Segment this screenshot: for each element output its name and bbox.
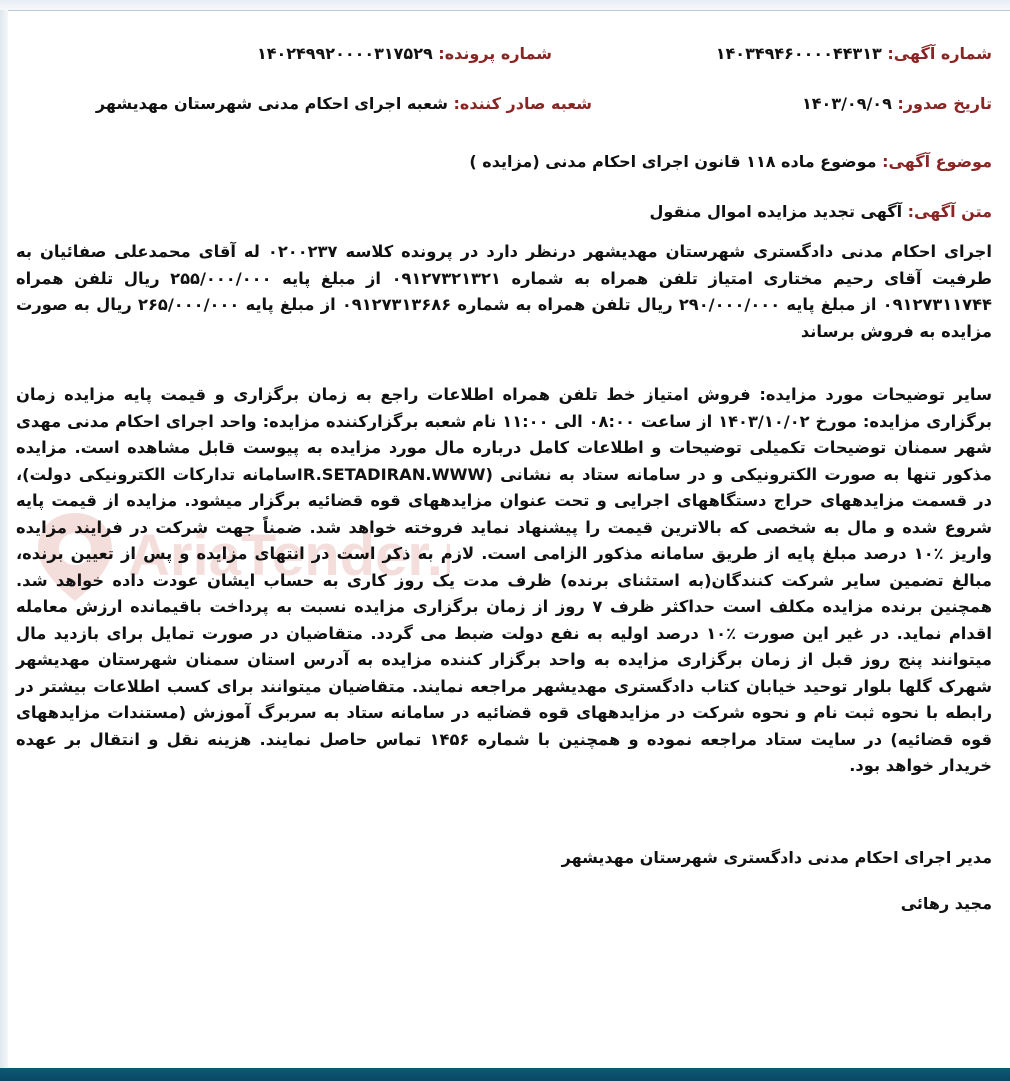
signature-name: مجید رهائی [900, 894, 992, 913]
paragraph-details: سایر توضیحات مورد مزایده: فروش امتیاز خط تلفن همراه اطلاعات راجع به زمان برگزاری و قیمت پایه مزایده زمان برگزاری مزایده: مورخ ۱۴۰۳/۱۰/۰۲ از ساعت ۰۸:۰۰ الی ۱۱:۰۰ نام شعبه برگزارکننده مزایده: واحد اجرای احکام مدنی مهدی شهر سمنان توضیحات تکمیلی توضیحات و اطلاعات کامل درباره مال مورد مزایده به پیوست قابل مشاهده است. مزایده مذکور تنها به صورت الکترونیکی و در سامانه ستاد به نشانی (IR.SETADIRAN.WWWسامانه تدارکات الکترونیکی دولت)، در قسمت مزایدههای حراج دستگاههای اجرایی و تحت عنوان مزایدههای قوه قضائیه برگزار میشود. مزایده از قیمت پایه شروع شده و مال به شخصی که بالاترین قیمت را پیشنهاد نماید فروخته خواهد شد. ضمناً جهت شرکت در فرایند مزایده واریز ٪۱۰ درصد مبلغ پایه از طریق سامانه مذکور الزامی است. لازم به ذکر است در انتهای مزایده و پس از تعیین برنده، مبالغ تضمین سایر شرکت کنندگان(به استثنای برنده) ظرف مدت یک روز کاری به حساب ایشان عودت داده خواهد شد. همچنین برنده مزایده مکلف است حداکثر ظرف ۷ روز از زمان برگزاری مزایده نسبت به پرداخت باقیمانده ارزش معامله اقدام نماید. در غیر این صورت ٪۱۰ درصد اولیه به نفع دولت ضبط می گردد. متقاضیان در صورت تمایل برای بازدید مال میتوانند پنج روز قبل از زمان برگزاری مزایده به واحد برگزار کننده مزایده به آدرس استان سمنان شهرستان مهدیشهر شهرک گلها بلوار توحید خیابان کتاب دادگستری مهدیشهر مراجعه نمایند. متقاضیان میتوانند برای کسب اطلاعات بیشتر در رابطه با نحوه ثبت نام و نحوه شرکت در مزایدههای قوه قضائیه در سامانه ستاد به سربرگ آموزش (مستندات مزایدههای قوه قضائیه) در سایت ستاد مراجعه نموده و همچنین با شماره ۱۴۵۶ تماس حاصل نمایند. هزینه نقل و انتقال بر عهده خریدار خواهد بود. [16, 385, 993, 775]
issuer-value: شعبه اجرای احکام مدنی شهرستان مهدیشهر [95, 94, 448, 113]
signature-title: مدیر اجرای احکام مدنی دادگستری شهرستان مهدیشهر [561, 848, 992, 867]
notice-document [12, 22, 992, 1062]
issue-date-label: تاریخ صدور: [897, 94, 992, 113]
paragraph-intro: اجرای احکام مدنی دادگستری شهرستان مهدیشهر درنظر دارد در پرونده کلاسه ۰۲۰۰۲۳۷ له آقای محمدعلی صفائیان به طرفیت آقای رحیم مختاری امتیاز تلفن همراه به شماره ۰۹۱۲۷۳۲۱۳۲۱ از مبلغ پایه ۲۵۵/۰۰۰/۰۰۰ ریال تلفن همراه ۰۹۱۲۷۳۱۱۷۴۴ از مبلغ پایه ۲۹۰/۰۰۰/۰۰۰ ریال تلفن همراه به شماره ۰۹۱۲۷۳۱۳۶۸۶ از مبلغ پایه ۲۶۵/۰۰۰/۰۰۰ ریال به صورت مزایده به فروش برساند [16, 242, 992, 341]
window-bottom-bar [0, 1068, 1010, 1081]
issuer [96, 94, 592, 113]
ad-number [716, 44, 992, 63]
issuer-label: شعبه صادر کننده: [453, 94, 592, 113]
window-left-border [0, 10, 8, 1068]
ad-text-heading [650, 202, 992, 221]
case-number-label: شماره پرونده: [438, 44, 552, 63]
subject-value: موضوع ماده ۱۱۸ قانون اجرای احکام مدنی (مزایده ) [469, 152, 877, 171]
window-top-bar [0, 0, 1010, 11]
subject [469, 152, 992, 171]
ad-number-label: شماره آگهی: [887, 44, 992, 63]
issue-date-value: ۱۴۰۳/۰۹/۰۹ [802, 94, 892, 113]
case-number [257, 44, 552, 63]
case-number-value: ۱۴۰۲۴۹۹۲۰۰۰۰۳۱۷۵۲۹ [256, 44, 433, 63]
subject-label: موضوع آگهی: [882, 152, 992, 171]
ad-text-label: متن آگهی: [907, 202, 992, 221]
issue-date [802, 94, 992, 113]
ad-number-value: ۱۴۰۳۴۹۴۶۰۰۰۰۴۴۳۱۳ [715, 44, 882, 63]
ad-text-value: آگهی تجدید مزایده اموال منقول [649, 202, 903, 221]
watermark-text: AriaTender. [128, 523, 443, 588]
